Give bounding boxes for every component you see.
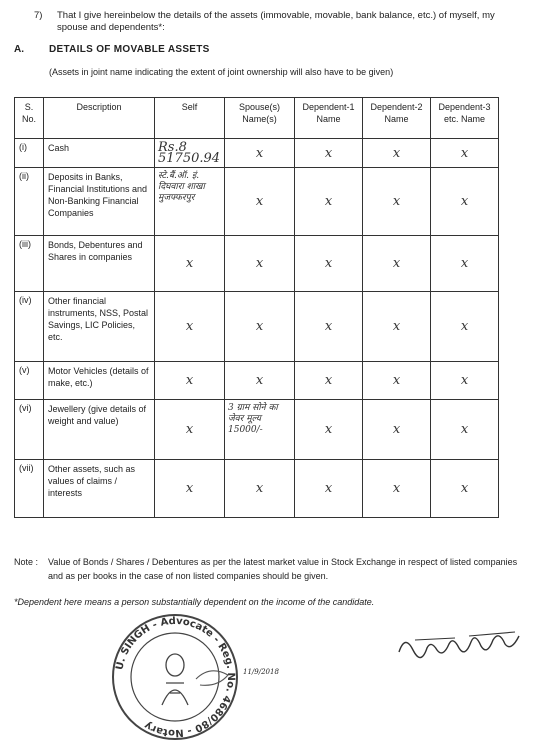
header-dependent-3: Dependent-3 etc. Name bbox=[431, 98, 499, 139]
table-row bbox=[15, 292, 499, 362]
dependent-3-mark: x bbox=[431, 362, 499, 400]
dependent-1-mark: x bbox=[295, 139, 363, 168]
table-row bbox=[15, 400, 499, 460]
dependent-1-mark: x bbox=[295, 292, 363, 362]
dependent-1-mark: x bbox=[295, 168, 363, 236]
spouse-mark: x bbox=[225, 362, 295, 400]
self-mark: x bbox=[155, 400, 225, 460]
row-description: Cash bbox=[44, 139, 155, 168]
dependent-2-mark: x bbox=[363, 362, 431, 400]
header-spouse: Spouse(s) Name(s) bbox=[225, 98, 295, 139]
table-row bbox=[15, 460, 499, 518]
svg-text:U. SINGH - Advocate - Reg. No. bbox=[114, 616, 236, 738]
header-dependent-2: Dependent-2 Name bbox=[363, 98, 431, 139]
row-sno: (i) bbox=[15, 139, 44, 168]
header-description: Description bbox=[44, 98, 155, 139]
row-description: Bonds, Debentures and Shares in companies bbox=[44, 236, 155, 292]
signature-image bbox=[395, 622, 525, 672]
row-description: Jewellery (give details of weight and value) bbox=[44, 400, 155, 460]
dependent-2-mark: x bbox=[363, 460, 431, 518]
self-cash-value: Rs.8 51750.94 bbox=[155, 139, 225, 168]
dependent-2-mark: x bbox=[363, 168, 431, 236]
table-header-row bbox=[15, 98, 499, 139]
dependent-definition: *Dependent here means a person substantially dependent on the income of the candidate. bbox=[14, 597, 375, 607]
intro-text: That I give hereinbelow the details of the assets (immovable, movable, bank balance, etc.) of myself, my spouse and dependents*: bbox=[57, 10, 495, 33]
self-mark: x bbox=[155, 362, 225, 400]
header-sno: S. No. bbox=[15, 98, 44, 139]
section-title: DETAILS OF MOVABLE ASSETS bbox=[49, 44, 210, 55]
table-row bbox=[15, 168, 499, 236]
seal-scribble-icon bbox=[196, 671, 228, 685]
notary-seal bbox=[100, 605, 250, 745]
spouse-jewellery-note: 3 ग्राम सोने का जेवर मूल्य 15000/- bbox=[225, 400, 295, 460]
self-mark: x bbox=[155, 236, 225, 292]
dependent-3-mark: x bbox=[431, 400, 499, 460]
spouse-mark: x bbox=[225, 139, 295, 168]
movable-assets-table bbox=[14, 97, 499, 518]
row-sno: (v) bbox=[15, 362, 44, 400]
note-label: Note : bbox=[14, 557, 39, 567]
table-row bbox=[15, 139, 499, 168]
row-description: Deposits in Banks, Financial Institutions and Non-Banking Financial Companies bbox=[44, 168, 155, 236]
dependent-2-mark: x bbox=[363, 236, 431, 292]
seal-ring-text: U. SINGH - Advocate - Reg. No. 4680/80 - Notary bbox=[114, 615, 237, 739]
dependent-1-mark: x bbox=[295, 236, 363, 292]
self-mark: x bbox=[155, 292, 225, 362]
row-description: Other assets, such as values of claims / interests bbox=[44, 460, 155, 518]
spouse-mark: x bbox=[225, 292, 295, 362]
dependent-1-mark: x bbox=[295, 460, 363, 518]
row-sno: (iv) bbox=[15, 292, 44, 362]
dependent-2-mark: x bbox=[363, 139, 431, 168]
dependent-2-mark: x bbox=[363, 400, 431, 460]
dependent-3-mark: x bbox=[431, 139, 499, 168]
header-self: Self bbox=[155, 98, 225, 139]
row-sno: (vii) bbox=[15, 460, 44, 518]
row-sno: (vi) bbox=[15, 400, 44, 460]
spouse-mark: x bbox=[225, 236, 295, 292]
note-text: Value of Bonds / Shares / Debentures as per the latest market value in Stock Exchange in respect of listed companies and as per books in the case of non listed companies should be given. bbox=[48, 557, 518, 581]
row-description: Motor Vehicles (details of make, etc.) bbox=[44, 362, 155, 400]
dependent-3-mark: x bbox=[431, 460, 499, 518]
dependent-2-mark: x bbox=[363, 292, 431, 362]
table-row bbox=[15, 362, 499, 400]
row-sno: (iii) bbox=[15, 236, 44, 292]
dependent-3-mark: x bbox=[431, 168, 499, 236]
dependent-1-mark: x bbox=[295, 400, 363, 460]
table-row bbox=[15, 236, 499, 292]
row-sno: (ii) bbox=[15, 168, 44, 236]
section-letter: A. bbox=[14, 44, 24, 55]
self-bank-note: स्टे.बैं.ऑ. इं. दिघवारा शाखा मुजफ्फरपुर bbox=[155, 168, 225, 236]
header-dependent-1: Dependent-1 Name bbox=[295, 98, 363, 139]
section-subtitle: (Assets in joint name indicating the extent of joint ownership will also have to be given) bbox=[49, 67, 394, 77]
self-mark: x bbox=[155, 460, 225, 518]
row-description: Other financial instruments, NSS, Postal Savings, LIC Policies, etc. bbox=[44, 292, 155, 362]
dependent-3-mark: x bbox=[431, 292, 499, 362]
spouse-mark: x bbox=[225, 168, 295, 236]
intro-number: 7) bbox=[34, 10, 43, 21]
emblem-icon bbox=[162, 654, 188, 705]
dependent-1-mark: x bbox=[295, 362, 363, 400]
dependent-3-mark: x bbox=[431, 236, 499, 292]
spouse-mark: x bbox=[225, 460, 295, 518]
seal-date-mark: 11/9/2018 bbox=[243, 668, 279, 676]
